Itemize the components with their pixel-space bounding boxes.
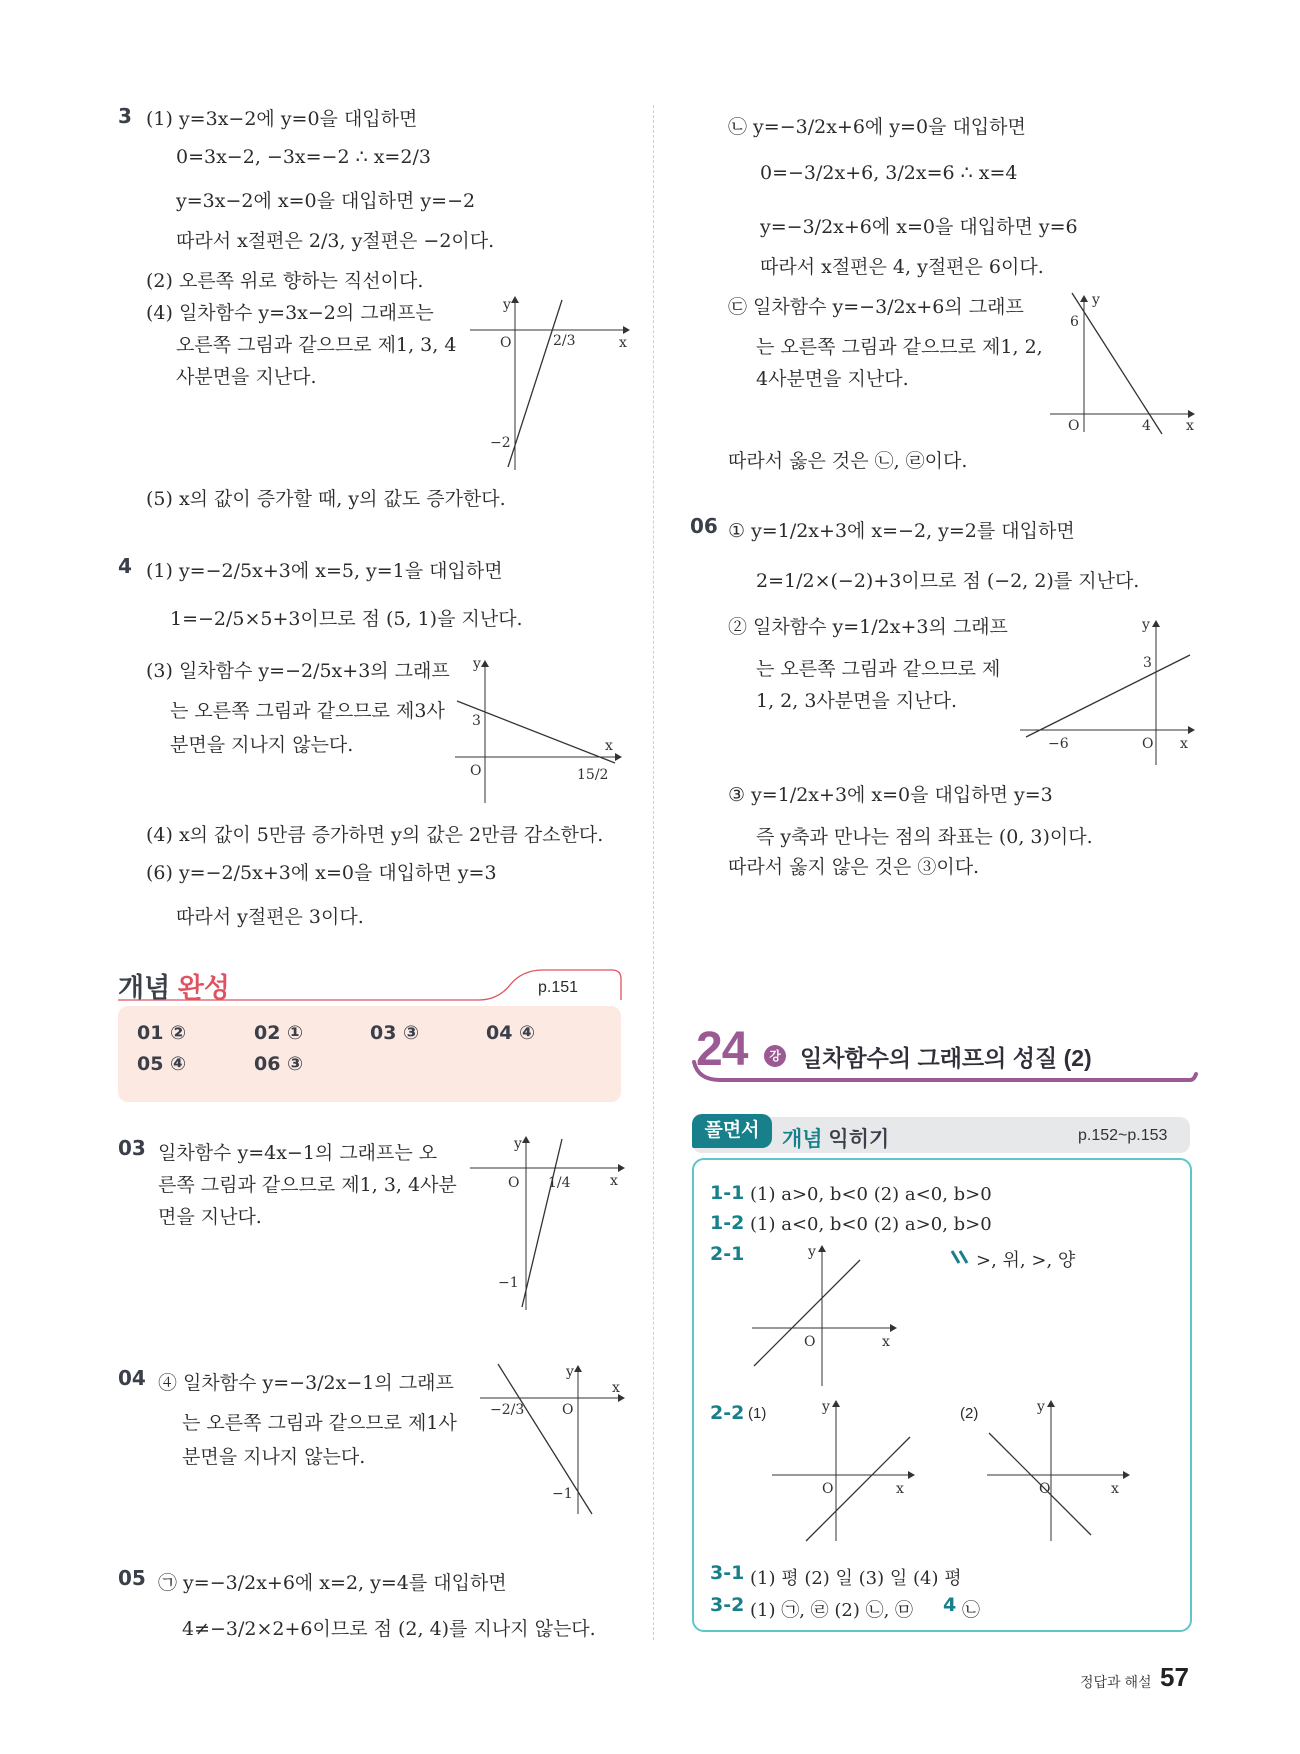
graph-q04: [480, 1362, 630, 1522]
origin-label: O: [562, 1402, 574, 1418]
text-line: 0=3x−2, −3x=−2 ∴ x=2/3: [176, 146, 431, 168]
graph-q03: [470, 1135, 630, 1315]
item-answer: >, 위, >, 양: [976, 1250, 1076, 1271]
axis-label-y: y: [503, 297, 511, 313]
x-intercept-label: 15/2: [577, 767, 609, 783]
item-number: 3-2: [710, 1594, 745, 1616]
graph-2-1: [750, 1240, 900, 1395]
text-line: (4) x의 값이 5만큼 증가하면 y의 값은 2만큼 감소한다.: [146, 824, 604, 846]
axis-label-x: x: [896, 1481, 904, 1497]
text-line: 따라서 옳은 것은 ㉡, ㉣이다.: [728, 450, 968, 472]
y-intercept-label: 3: [1143, 655, 1152, 671]
text-line: 오른쪽 그림과 같으므로 제1, 3, 4: [176, 334, 457, 356]
axis-label-x: x: [612, 1380, 620, 1396]
text-line: (5) x의 값이 증가할 때, y의 값도 증가한다.: [146, 488, 506, 510]
text-line: ② 일차함수 y=1/2x+3의 그래프: [728, 616, 1008, 638]
text-line: 분면을 지나지 않는다.: [170, 734, 354, 756]
page-number: 57: [1160, 1662, 1189, 1692]
section-title-a: 개념: [118, 973, 171, 1003]
axis-label-y: y: [473, 656, 481, 672]
answer-item: 02 ①: [254, 1022, 304, 1044]
text-line: 1=−2/5×5+3이므로 점 (5, 1)을 지난다.: [170, 608, 523, 630]
axis-label-x: x: [619, 335, 627, 351]
text-line: ③ y=1/2x+3에 x=0을 대입하면 y=3: [728, 784, 1053, 806]
axis-label-y: y: [1142, 617, 1150, 633]
axis-label-y: y: [808, 1244, 816, 1260]
text-line: ㉠ y=−3/2x+6에 x=2, y=4를 대입하면: [158, 1572, 507, 1594]
graph-2-2-1: [770, 1395, 920, 1550]
axis-label-x: x: [1180, 736, 1188, 752]
item-number: 1-2: [710, 1212, 745, 1234]
x-intercept-label: −2/3: [490, 1402, 525, 1418]
origin-label: O: [470, 763, 482, 779]
slash-icon: [950, 1248, 976, 1271]
graph-q06: [1020, 615, 1200, 770]
y-intercept-label: −1: [498, 1275, 519, 1291]
axis-label-y: y: [1092, 292, 1100, 308]
problem-number: 3: [118, 104, 132, 128]
text-line: 1, 2, 3사분면을 지난다.: [756, 690, 957, 712]
graph-2-2-2: [985, 1395, 1135, 1550]
y-intercept-label: −1: [552, 1486, 573, 1502]
origin-label: O: [500, 335, 512, 351]
text-line: 는 오른쪽 그림과 같으므로 제1사: [182, 1412, 457, 1434]
axis-label-y: y: [1037, 1399, 1045, 1415]
x-intercept-label: 2/3: [553, 333, 576, 349]
text-line: y=−3/2x+6에 x=0을 대입하면 y=6: [760, 216, 1078, 238]
text-line: ㉢ 일차함수 y=−3/2x+6의 그래프: [728, 296, 1024, 318]
text-line: (6) y=−2/5x+3에 x=0을 대입하면 y=3: [146, 862, 497, 884]
text-line: y=3x−2에 x=0을 대입하면 y=−2: [176, 190, 476, 212]
answer-item: 01 ②: [137, 1022, 187, 1044]
section-title-b: 완성: [177, 973, 230, 1003]
graph-q05: [1050, 290, 1200, 445]
text-line: (4) 일차함수 y=3x−2의 그래프는: [146, 302, 434, 324]
text-line: 따라서 옳지 않은 것은 ③이다.: [728, 856, 980, 878]
answer-item: 03 ③: [370, 1022, 420, 1044]
answer-item: 06 ③: [254, 1053, 304, 1075]
origin-label: O: [1039, 1481, 1051, 1497]
lecture-badge: 강: [764, 1045, 786, 1067]
axis-label-x: x: [882, 1334, 890, 1350]
answer-item: 04 ④: [486, 1022, 536, 1044]
workbook-title-a: 개념: [782, 1128, 823, 1151]
sub-label: (1): [748, 1405, 767, 1422]
sub-label: (2): [960, 1405, 979, 1422]
item-answer: ㉡: [962, 1600, 980, 1621]
item-answer: (1) 평 (2) 일 (3) 일 (4) 평: [750, 1568, 962, 1589]
lecture-underline: [690, 1060, 1195, 1090]
problem-number: 06: [690, 514, 718, 538]
text-line: 따라서 x절편은 4, y절편은 6이다.: [760, 256, 1044, 278]
lecture-title: 일차함수의 그래프의 성질 (2): [800, 1045, 1092, 1071]
answer-item: 05 ④: [137, 1053, 187, 1075]
answer-box: [118, 1006, 621, 1102]
origin-label: O: [804, 1334, 816, 1350]
item-answer: (1) a<0, b<0 (2) a>0, b>0: [750, 1214, 992, 1235]
text-line: 사분면을 지난다.: [176, 366, 317, 388]
origin-label: O: [1142, 736, 1154, 752]
workbook-title: [782, 1123, 889, 1153]
problem-number: 04: [118, 1366, 146, 1390]
origin-label: O: [1068, 418, 1080, 434]
text-line: ① y=1/2x+3에 x=−2, y=2를 대입하면: [728, 520, 1075, 542]
x-intercept-label: 4: [1142, 418, 1151, 434]
item-answer: (1) a>0, b<0 (2) a<0, b>0: [750, 1184, 992, 1205]
item-number: 2-1: [710, 1243, 745, 1265]
text-line: 4≠−3/2×2+6이므로 점 (2, 4)를 지나지 않는다.: [182, 1618, 596, 1640]
item-answer: (1) ㉠, ㉣ (2) ㉡, ㉤: [750, 1600, 914, 1621]
column-divider: [653, 105, 654, 1640]
x-intercept-label: 1/4: [548, 1175, 571, 1191]
workbook-tag: 풀면서: [692, 1114, 772, 1148]
text-line: 즉 y축과 만나는 점의 좌표는 (0, 3)이다.: [756, 826, 1093, 848]
y-intercept-label: 6: [1070, 314, 1079, 330]
axis-label-y: y: [514, 1136, 522, 1152]
axis-label-x: x: [605, 738, 613, 754]
text-line: 4사분면을 지난다.: [756, 368, 909, 390]
axis-label-x: x: [1186, 418, 1194, 434]
text-line: (1) y=−2/5x+3에 x=5, y=1을 대입하면: [146, 560, 503, 582]
problem-number: 03: [118, 1136, 146, 1160]
item-number: 4: [943, 1594, 957, 1616]
origin-label: O: [822, 1481, 834, 1497]
workbook-pages: p.152~p.153: [1078, 1127, 1168, 1144]
text-line: 따라서 x절편은 2/3, y절편은 −2이다.: [176, 230, 495, 252]
workbook-title-b: 익히기: [828, 1128, 890, 1151]
text-line: 는 오른쪽 그림과 같으므로 제: [756, 658, 1001, 680]
page-ref: p.151: [538, 979, 579, 996]
text-line: 는 오른쪽 그림과 같으므로 제1, 2,: [756, 336, 1043, 358]
item-number: 2-2: [710, 1402, 745, 1424]
text-line: 면을 지난다.: [158, 1206, 262, 1228]
item-number: 1-1: [710, 1182, 745, 1204]
graph-p3: [465, 295, 630, 475]
text-line: 0=−3/2x+6, 3/2x=6 ∴ x=4: [760, 162, 1018, 184]
footer-label: 정답과 해설: [1080, 1674, 1152, 1690]
problem-number: 05: [118, 1566, 146, 1590]
text-line: 2=1/2×(−2)+3이므로 점 (−2, 2)를 지난다.: [756, 570, 1140, 592]
text-line: ㉡ y=−3/2x+6에 y=0을 대입하면: [728, 116, 1026, 138]
text-line: 분면을 지나지 않는다.: [182, 1446, 366, 1468]
axis-label-y: y: [566, 1364, 574, 1380]
text-line: 는 오른쪽 그림과 같으므로 제3사: [170, 700, 445, 722]
text-line: 일차함수 y=4x−1의 그래프는 오: [158, 1142, 438, 1164]
text-line: ④ 일차함수 y=−3/2x−1의 그래프: [158, 1372, 454, 1394]
text-line: 따라서 y절편은 3이다.: [176, 906, 364, 928]
text-line: (2) 오른쪽 위로 향하는 직선이다.: [146, 270, 424, 292]
item-number: 3-1: [710, 1562, 745, 1584]
y-intercept-label: −2: [490, 435, 511, 451]
text-line: 른쪽 그림과 같으므로 제1, 3, 4사분: [158, 1174, 457, 1196]
axis-label-y: y: [822, 1399, 830, 1415]
problem-number: 4: [118, 554, 132, 578]
y-intercept-label: 3: [472, 713, 481, 729]
x-intercept-label: −6: [1048, 736, 1069, 752]
origin-label: O: [508, 1175, 520, 1191]
text-line: (3) 일차함수 y=−2/5x+3의 그래프: [146, 660, 450, 682]
lecture-number: 24: [696, 1023, 748, 1076]
axis-label-x: x: [610, 1173, 618, 1189]
graph-p4: [455, 655, 625, 810]
axis-label-x: x: [1111, 1481, 1119, 1497]
text-line: (1) y=3x−2에 y=0을 대입하면: [146, 108, 418, 130]
